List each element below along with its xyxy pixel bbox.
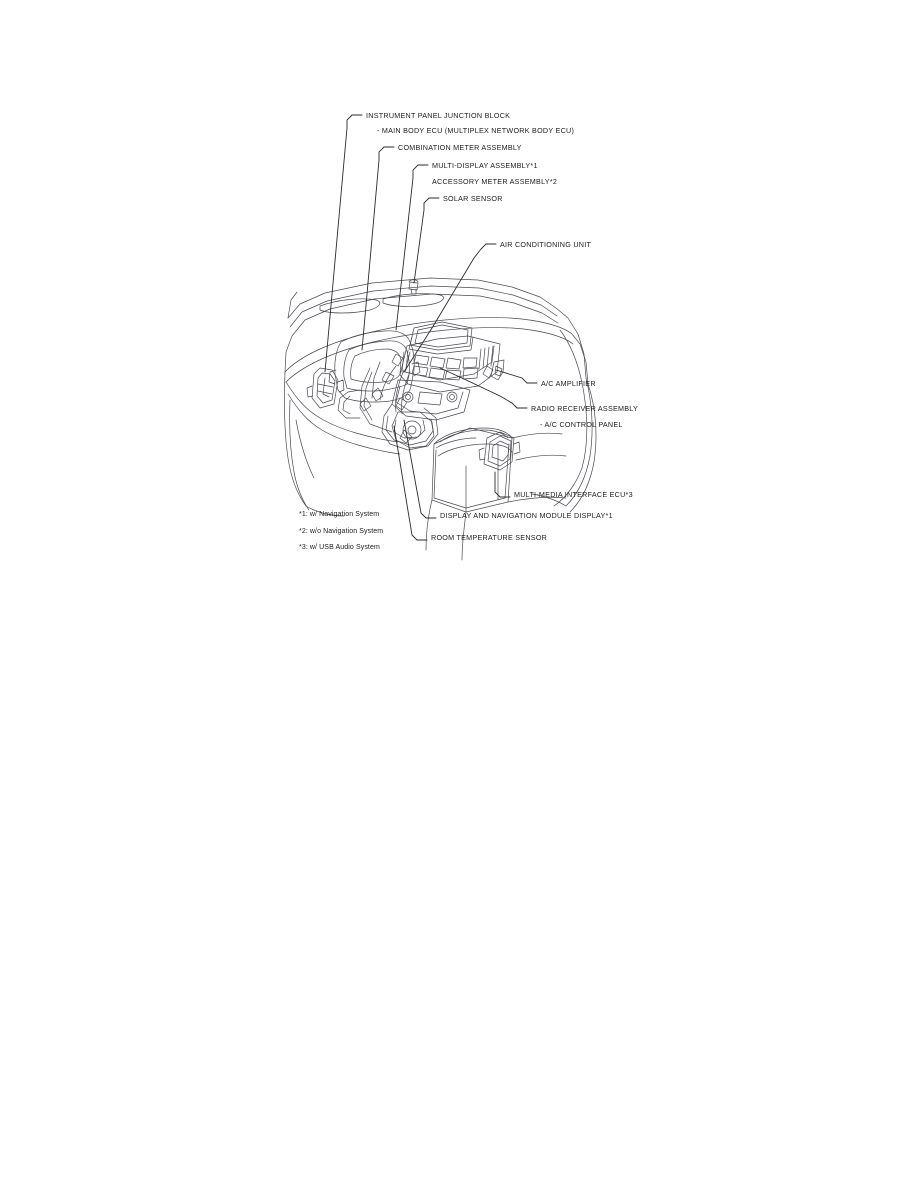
leader-ac-amplifier <box>496 370 537 383</box>
leader-instrument-panel-junction-block <box>325 115 362 372</box>
footnote-1: *1: w/ Navigation System <box>299 511 380 518</box>
callout-radio-receiver-assembly: RADIO RECEIVER ASSEMBLY <box>531 404 639 413</box>
callout-combination-meter-assembly: COMBINATION METER ASSEMBLY <box>398 143 522 152</box>
callout-ac-control-panel: - A/C CONTROL PANEL <box>540 420 623 429</box>
callout-multi-display-assembly: MULTI-DISPLAY ASSEMBLY*1 <box>432 161 538 170</box>
leader-room-temperature-sensor <box>394 426 427 540</box>
callout-accessory-meter-assembly: ACCESSORY METER ASSEMBLY*2 <box>432 177 558 186</box>
callout-display-and-navigation-module-display: DISPLAY AND NAVIGATION MODULE DISPLAY*1 <box>440 511 613 520</box>
callout-air-conditioning-unit: AIR CONDITIONING UNIT <box>500 240 592 249</box>
leader-combination-meter-assembly <box>362 147 394 350</box>
leader-solar-sensor <box>414 198 439 283</box>
callout-main-body-ecu: - MAIN BODY ECU (MULTIPLEX NETWORK BODY ECU) <box>377 126 575 135</box>
callout-ac-amplifier: A/C AMPLIFIER <box>541 379 596 388</box>
leader-multi-media-interface-ecu <box>495 472 510 497</box>
footnote-3: *3: w/ USB Audio System <box>299 544 380 551</box>
footnote-2: *2: w/o Navigation System <box>299 528 384 535</box>
callout-room-temperature-sensor: ROOM TEMPERATURE SENSOR <box>431 533 548 542</box>
callout-instrument-panel-junction-block: INSTRUMENT PANEL JUNCTION BLOCK <box>366 111 511 120</box>
callout-multi-media-interface-ecu: MULTI-MEDIA INTERFACE ECU*3 <box>514 490 633 499</box>
leader-multi-display-assembly <box>396 165 428 330</box>
callout-solar-sensor: SOLAR SENSOR <box>443 194 503 203</box>
